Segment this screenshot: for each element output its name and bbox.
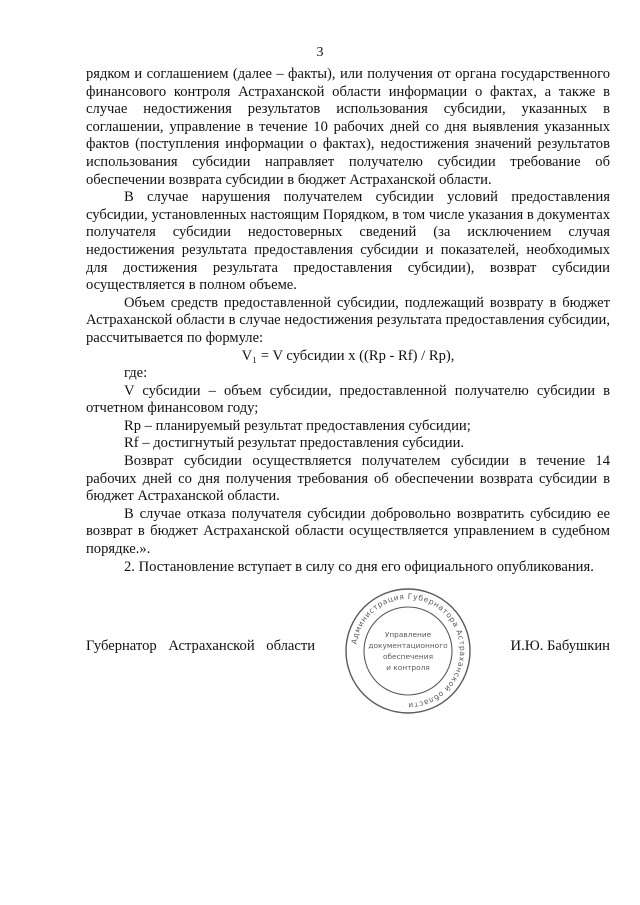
paragraph-refund-volume: Объем средств предоставленной субсидии, подлежащий возврату в бюджет Астраханской области в случае недостижения результата предоставления субсидии, рассчитывается по формуле: — [86, 294, 610, 346]
page-number: 3 — [316, 45, 324, 60]
paragraph-refund-term: Возврат субсидии осуществляется получателем субсидии в течение 14 рабочих дней со дня получения требования об обеспечении возврата субсидии в бюджет Астраханской области. — [86, 453, 610, 505]
stamp-ring-text: Администрация Губернатора Астраханской области — [349, 591, 468, 711]
stamp-line-2: документационного — [368, 641, 448, 650]
paragraph-violation: В случае нарушения получателем субсидии условий предоставления субсидии, установленных настоящим Порядком, в том числе указания в документах получателя субсидии недостоверных сведений (за исключением случая недостижения результата предоставления субсидии и показателей, необходимых для достижения результата предоставления субсидии), возврат субсидии осуществляется в полном объеме. — [86, 189, 610, 294]
stamp-line-3: обеспечения — [382, 652, 434, 661]
paragraph-effective: 2. Постановление вступает в силу со дня его официального опубликования. — [124, 558, 594, 575]
document-body — [86, 66, 610, 576]
signer-position: Губернатор Астраханской области — [86, 638, 316, 654]
definition-rp: Rp – планируемый результат предоставления субсидии; — [124, 417, 471, 434]
signer-name: И.Ю. Бабушкин — [510, 638, 610, 654]
formula: V₁ = V субсидии x ((Rp - Rf) / Rp), — [241, 347, 455, 364]
stamp-line-1: Управление — [384, 630, 432, 639]
definition-rf: Rf – достигнутый результат предоставления субсидии. — [124, 435, 465, 452]
paragraph-court: В случае отказа получателя субсидии добровольно возвратить субсидию ее возврат в бюджет Астраханской области осуществляется управлением в судебном порядке.». — [86, 505, 610, 558]
stamp-line-4: и контроля — [386, 663, 430, 672]
signature-block — [86, 638, 610, 668]
definition-v: V субсидии – объем субсидии, предоставленной получателю субсидии в отчетном финансовом году; — [86, 382, 610, 417]
formula-where: где: — [124, 365, 148, 382]
paragraph-continuation: рядком и соглашением (далее – факты), или получения от органа государственного финансового контроля Астраханской области информации о фактах, а также в случае недостижения результатов использования субсидии, указанных в соглашении, управление в течение 10 рабочих дней со дня выявления указанных фактов (поступления информации о фактах), недостижения значений результатов использования субсидии направляет получателю субсидии требование об обеспечении возврата субсидии в бюджет Астраханской области. — [86, 66, 610, 188]
